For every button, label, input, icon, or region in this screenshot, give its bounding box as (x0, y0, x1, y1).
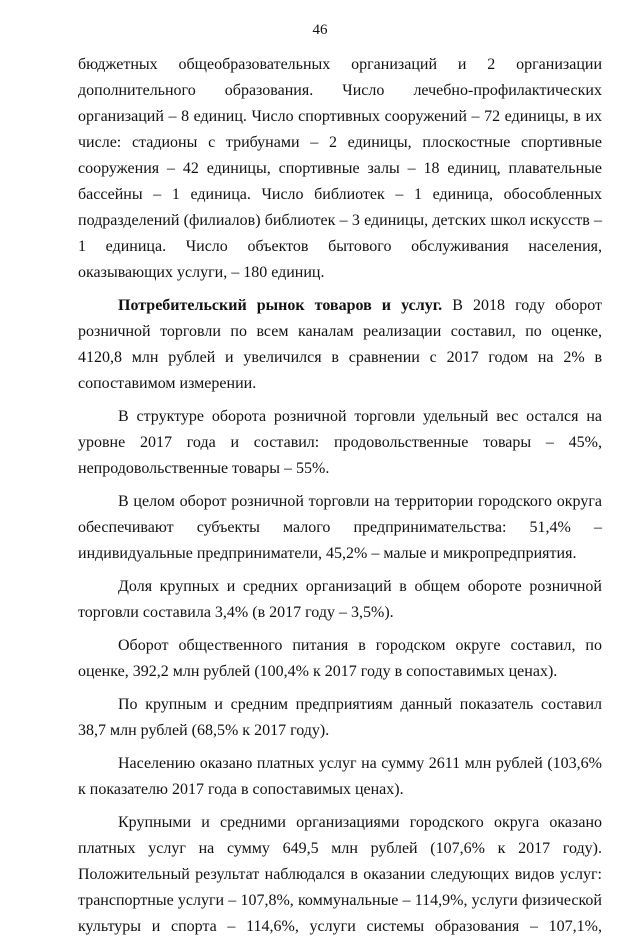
paragraph-catering-large: По крупным и средним предприятиям данный показатель составил 38,7 млн рублей (68,5% к 2017 году). (78, 696, 602, 739)
paragraph-catering: Оборот общественного питания в городском округе составил, по оценке, 392,2 млн рублей (100,4% к 2017 году в сопоставимых ценах). (78, 637, 602, 680)
paragraph-paid-services-large: Крупными и средними организациями городского округа оказано платных услуг на сумму 649,5 млн рублей (107,6% к 2017 году). Положительный результат наблюдался в оказании следующих видов услуг: транспортные услуги – 107,8%, коммунальные – 114,9%, услуги физической культуры и спорта – 114,6%, услуги системы образования – 107,1%, (78, 814, 602, 935)
paragraph-large-orgs-share: Доля крупных и средних организаций в общем обороте розничной торговли составила 3,4% (в 2017 году – 3,5%). (78, 578, 602, 621)
page-number: 46 (312, 22, 328, 38)
paragraph-retail-structure: В структуре оборота розничной торговли удельный вес остался на уровне 2017 года и составил: продовольственные товары – 45%, непродовольственные товары – 55%. (78, 408, 602, 477)
paragraph-paid-services: Населению оказано платных услуг на сумму 2611 млн рублей (103,6% к показателю 2017 года в сопоставимых ценах). (78, 755, 602, 798)
paragraph-consumer-market-text: В 2018 году оборот розничной торговли по всем каналам реализации составил, по оценке, 4120,8 млн рублей и увеличился в сравнении с 2017 годом на 2% в сопоставимом измерении. (78, 297, 602, 392)
paragraph-consumer-market (78, 293, 602, 397)
paragraph-institutions: бюджетных общеобразовательных организаций и 2 организации дополнительного образования. Число лечебно-профилактических организаций – 8 единиц. Число спортивных сооружений – 72 единицы, в их числе: стадионы с трибунами – 2 единицы, плоскостные спортивные сооружения – 42 единицы, спортивные залы – 18 единиц, плавательные бассейны – 1 единица. Число библиотек – 1 единица, обособленных подразделений (филиалов) библиотек – 3 единицы, детских школ искусств – 1 единица. Число объектов бытового обслуживания населения, оказывающих услуги, – 180 единиц. (78, 56, 602, 281)
document-body (78, 52, 602, 940)
section-heading-consumer-market: Потребительский рынок товаров и услуг. (118, 297, 443, 314)
paragraph-small-business: В целом оборот розничной торговли на территории городского округа обеспечивают субъекты малого предпринимательства: 51,4% – индивидуальные предприниматели, 45,2% – малые и микропредприятия. (78, 493, 602, 562)
